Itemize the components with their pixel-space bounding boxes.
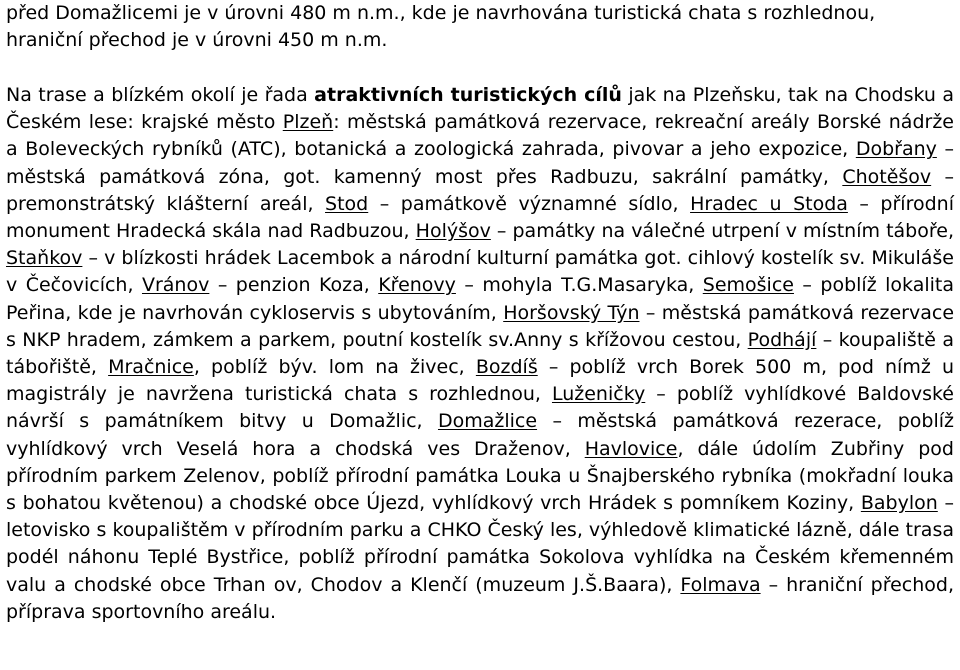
body-text: – letovisko s koupalištěm v přírodním parku a CHKO Český les, výhledově klimatické lázně, dále trasa podél náhonu Teplé Bystřice, poblíž přírodní památka Sokolova vyhlídka na Českém křemenném valu a chodské obce Trhan ov, Chodov a Klenčí (muzeum J.Š.Baara),	[6, 492, 954, 596]
place-link[interactable]: Hradec u Stoda	[690, 192, 848, 215]
place-link[interactable]: Luženičky	[551, 383, 646, 406]
body-text: , dále údolím Zubřiny pod přírodním parkem Zelenov, poblíž přírodní památka Louka u Šnajberského rybníka (mokřadní louka s bohatou květenou) a chodské obce Újezd, vyhlídkový vrch Hrádek s pomníkem Koziny,	[6, 437, 954, 515]
body-text: – koupaliště a tábořiště,	[6, 328, 955, 379]
body-text: – poblíž vyhlídkové Baldovské návrší s památníkem bitvy u Domažlic,	[6, 383, 954, 433]
body-text: – městská památková rezerace, poblíž vyhlídkový vrch Veselá hora a chodská ves Draženov,	[6, 410, 955, 460]
place-link[interactable]: Domažlice	[437, 410, 538, 433]
place-link[interactable]: Semošice	[702, 274, 794, 297]
place-link[interactable]: Stod	[325, 192, 369, 215]
body-text: – přírodní monument Hradecká skála nad Radbuzou,	[6, 192, 954, 243]
place-link[interactable]: Bozdíš	[475, 356, 538, 379]
body-text: – městská památková zóna, got. kamenný most přes Radbuzu, sakrální památky,	[6, 138, 955, 188]
body-text: jak na Plzeňsku, tak na Chodsku a Českém lese: krajské město	[6, 84, 954, 134]
intro-paragraph: před Domažlicemi je v úrovni 480 m n.m., kde je navrhována turistická chata s rozhlednou, hraniční přechod je v úrovni 450 m n.m.	[6, 2, 876, 52]
place-link[interactable]: Chotěšov	[842, 165, 932, 188]
place-link[interactable]: Dobřany	[855, 138, 937, 161]
body-text: – památky na válečné utrpení v místním táboře,	[490, 220, 954, 243]
body-text: Na trase a blízkém okolí je řada	[6, 84, 315, 106]
place-link[interactable]: Folmava	[680, 573, 761, 596]
place-link[interactable]: Mračnice	[108, 356, 194, 379]
place-link[interactable]: Babylon	[860, 492, 938, 515]
body-text: – v blízkosti hrádek Lacembok a národní kulturní památka got. cihlový kostelík sv. Mikuláše v Čečovicích,	[6, 247, 954, 297]
emphasis-text: atraktivních turistických cílů	[314, 84, 622, 106]
body-text: – památkově významné sídlo,	[368, 192, 691, 215]
place-link[interactable]: Holýšov	[415, 220, 491, 243]
place-link[interactable]: Křenovy	[378, 274, 456, 297]
body-text: : městská památková rezervace, rekreační areály Borské nádrže a Boleveckých rybníků (ATC), botanická a zoologická zahrada, pivovar a jeho expozice,	[6, 111, 954, 161]
place-link[interactable]: Horšovský Týn	[503, 301, 640, 324]
body-text: – městská památková rezervace s NKP hradem, zámkem a parkem, poutní kostelík sv.Anny s křížovou cestou,	[6, 301, 955, 351]
body-text: – premonstrátský klášterní areál,	[6, 165, 954, 215]
body-text: – penzion Koza,	[209, 274, 379, 297]
body-text: , poblíž býv. lom na živec,	[193, 356, 476, 379]
place-link[interactable]: Staňkov	[6, 247, 83, 270]
body-text: – hraniční přechod, příprava sportovního areálu.	[6, 573, 954, 623]
main-paragraph	[6, 82, 954, 626]
body-text: – mohyla T.G.Masaryka,	[455, 274, 703, 297]
place-link[interactable]: Podhájí	[747, 328, 817, 351]
place-link[interactable]: Plzeň	[282, 111, 334, 134]
place-link[interactable]: Havlovice	[584, 437, 678, 460]
place-link[interactable]: Vránov	[141, 274, 210, 297]
body-text: – poblíž vrch Borek 500 m, pod nímž u magistrály je navržena turistická chata s rozhlednou,	[6, 356, 954, 406]
body-text: – poblíž lokalita Peřina, kde je navrhován cykloservis s ubytováním,	[6, 274, 954, 324]
